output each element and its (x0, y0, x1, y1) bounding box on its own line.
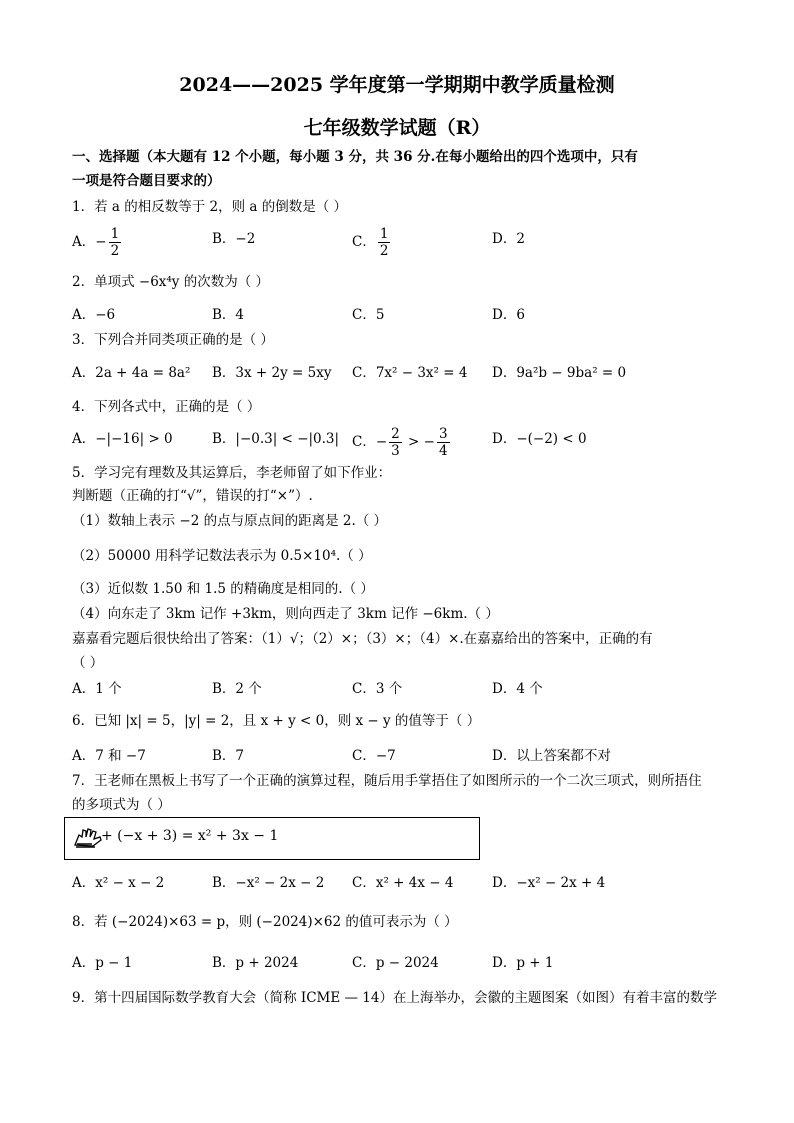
q7-option-c: C．x² + 4x − 4 (352, 875, 454, 891)
q1-c-numerator: 1 (379, 226, 389, 242)
q7-option-a: A．x² − x − 2 (72, 875, 165, 891)
q1-option-a (72, 226, 123, 259)
q5-statement-3: （3）近似数 1.50 和 1.5 的精确度是相同的.（ ） (72, 581, 374, 597)
q8-stem: 8．若 (−2024)×63 = p，则 (−2024)×62 的值可表示为（ ） (72, 914, 458, 930)
q4-c-label: C．− (352, 434, 388, 450)
q4-c-denominator-1: 3 (391, 443, 400, 459)
q5-statement-1: （1）数轴上表示 −2 的点与原点间的距离是 2.（ ） (72, 513, 388, 529)
q4-option-a: A．−|−16| > 0 (72, 431, 173, 447)
q4-option-b: B．|−0.3| < −|0.3| (212, 431, 340, 447)
q4-option-c (352, 426, 452, 459)
q7-options (72, 870, 732, 896)
q7-stem-line2: 的多项式为（ ） (72, 797, 171, 813)
q1-options (72, 226, 732, 259)
q1-option-d: D．2 (492, 231, 525, 247)
q5-statement-2: （2）50000 用科学记数法表示为 0.5×10⁴.（ ） (72, 548, 372, 564)
q5-answer-line: 嘉嘉看完题后很快给出了答案：（1）√；（2）×；（3）×；（4）×.在嘉嘉给出的答案中，正确的有 (72, 631, 653, 647)
q6-stem: 6．已知 |x| = 5，|y| = 2，且 x + y < 0，则 x − y 的值等于（ ） (72, 713, 481, 729)
exam-title: 2024——2025 学年度第一学期期中教学质量检测 (179, 74, 615, 96)
q5-option-d: D．4 个 (492, 681, 543, 697)
q5-intro: 判断题（正确的打“√”，错误的打“×”）. (72, 488, 313, 504)
q1-c-label: C． (352, 234, 376, 250)
q3-option-c: C．7x² − 3x² = 4 (352, 365, 468, 381)
exam-subtitle: 七年级数学试题（R） (303, 117, 491, 139)
q7-blackboard-figure (64, 817, 480, 860)
q6-option-a: A．7 和 −7 (72, 748, 146, 764)
q5-stem: 5．学习完有理数及其运算后，李老师留了如下作业： (72, 465, 392, 481)
q4-c-denominator-2: 4 (438, 443, 448, 459)
q8-option-a: A．p − 1 (72, 955, 133, 971)
q5-option-c: C．3 个 (352, 681, 403, 697)
q2-option-b: B．4 (212, 307, 245, 323)
q1-c-fraction (378, 226, 391, 259)
q5-paren: （ ） (72, 655, 104, 671)
q5-statement-4: （4）向东走了 3km 记作 +3km，则向西走了 3km 记作 −6km.（ ） (72, 606, 499, 622)
q6-options (72, 743, 732, 769)
q8-option-b: B．p + 2024 (212, 955, 299, 971)
q8-options (72, 950, 732, 976)
q1-option-c (352, 226, 392, 259)
q6-option-c: C．−7 (352, 748, 396, 764)
q9-stem: 9．第十四届国际数学教育大会（简称 ICME — 14）在上海举办，会徽的主题图案（如图）有着丰富的数学 (72, 990, 717, 1006)
q4-c-fraction-1 (389, 426, 402, 459)
q2-option-a: A．−6 (72, 307, 116, 323)
q7-stem-line1: 7．王老师在黑板上书写了一个正确的演算过程，随后用手掌捂住了如图所示的一个二次三项式，则所捂住 (72, 773, 702, 789)
q5-option-b: B．2 个 (212, 681, 262, 697)
q1-option-b: B．−2 (212, 231, 256, 247)
q3-option-a: A．2a + 4a = 8a² (72, 365, 191, 381)
q4-option-d: D．−(−2) < 0 (492, 431, 587, 447)
q3-option-d: D．9a²b − 9ba² = 0 (492, 365, 627, 381)
q1-a-fraction (109, 226, 122, 259)
q1-a-denominator: 2 (110, 243, 120, 259)
q2-stem: 2．单项式 −6x⁴y 的次数为（ ） (72, 274, 270, 290)
q2-option-d: D．6 (492, 307, 525, 323)
q1-stem: 1．若 a 的相反数等于 2，则 a 的倒数是（ ） (72, 199, 348, 215)
q2-option-c: C．5 (352, 307, 385, 323)
q6-option-d: D．以上答案都不对 (492, 748, 611, 764)
q4-c-middle: > − (403, 434, 435, 450)
q6-option-b: B．7 (212, 748, 245, 764)
q5-option-a: A．1 个 (72, 681, 122, 697)
section-heading-line1: 一、选择题（本大题有 12 个小题，每小题 3 分，共 36 分.在每小题给出的四个选项中，只有 (72, 149, 638, 165)
q1-a-label: A．− (72, 234, 107, 250)
palm-icon (73, 827, 103, 849)
q4-c-fraction-2 (437, 426, 450, 459)
q7-box-expression: + (−x + 3) = x² + 3x − 1 (101, 828, 279, 844)
q2-options (72, 302, 732, 328)
section-heading-line2: 一项是符合题目要求的） (72, 173, 221, 189)
q3-stem: 3．下列合并同类项正确的是（ ） (72, 332, 274, 348)
q3-options (72, 360, 732, 386)
q5-options (72, 676, 732, 702)
q4-options (72, 426, 732, 459)
q1-c-denominator: 2 (379, 243, 389, 259)
q8-option-d: D．p + 1 (492, 955, 554, 971)
q4-c-numerator-1: 2 (391, 426, 400, 442)
q3-option-b: B．3x + 2y = 5xy (212, 365, 332, 381)
q4-c-numerator-2: 3 (438, 426, 448, 442)
q7-option-b: B．−x² − 2x − 2 (212, 875, 325, 891)
q8-option-c: C．p − 2024 (352, 955, 439, 971)
q1-a-numerator: 1 (110, 226, 120, 242)
q7-option-d: D．−x² − 2x + 4 (492, 875, 606, 891)
q4-stem: 4．下列各式中，正确的是（ ） (72, 399, 261, 415)
